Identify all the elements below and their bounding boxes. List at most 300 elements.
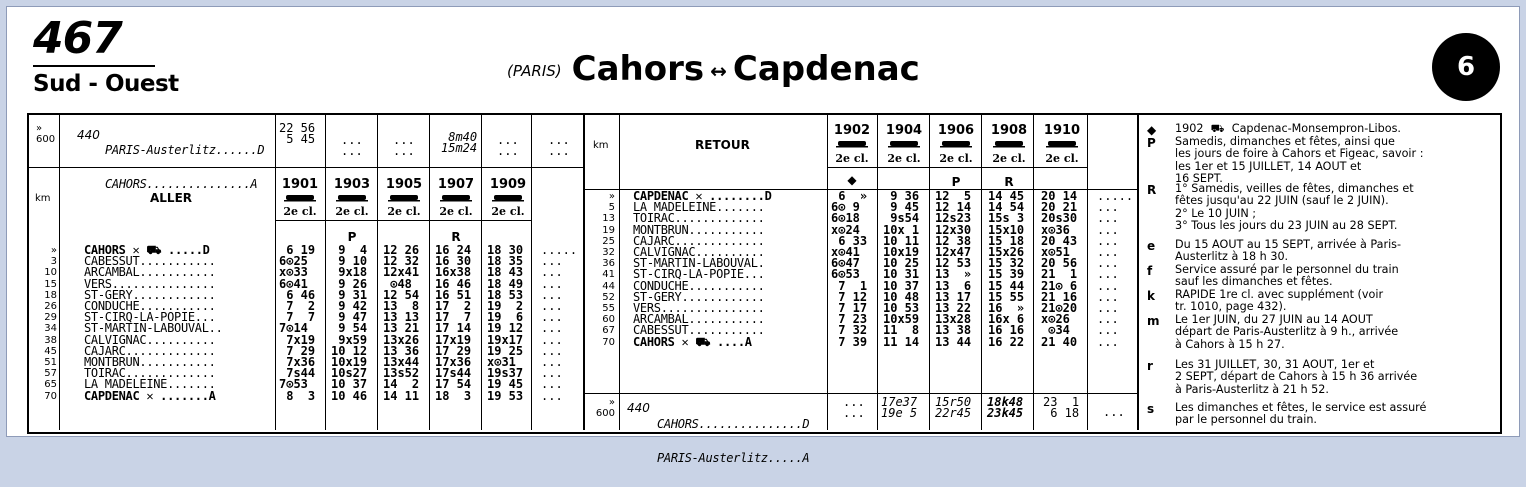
km-value: 3 [50, 256, 57, 268]
time-cell: 10 25 [883, 256, 920, 271]
time-cell: 18k48 [987, 395, 1024, 409]
station-name: ST-GERY............ [633, 289, 765, 304]
train-letter: P [951, 175, 961, 189]
time-cell: 17 54 [435, 377, 472, 392]
time-cell: ... [541, 355, 563, 370]
time-cell: ... [1097, 211, 1119, 226]
time-cell: ... [541, 332, 563, 347]
railcar-icon [836, 140, 868, 149]
footnote-key: r [1147, 359, 1153, 373]
time-cell: 11 8 [883, 323, 920, 338]
time-cell: 9x59 [331, 332, 368, 347]
footnote-key: ◆ [1147, 123, 1157, 137]
time-cell: 7 29 [279, 343, 316, 358]
station-name: CONDUCHE........... [84, 299, 216, 314]
time-cell: ... [541, 265, 563, 280]
timetable-page [6, 6, 1520, 466]
time-cell: x⊙51 [1041, 245, 1070, 260]
station-name: TOIRAC............. [84, 366, 216, 381]
class-label: 2e cl. [939, 152, 973, 165]
time-cell: 15s 3 [988, 211, 1025, 226]
km-value: 57 [44, 368, 57, 380]
time-cell: 6 19 [279, 243, 316, 257]
km-value: 44 [602, 280, 615, 292]
time-cell: 10 31 [883, 267, 920, 282]
time-cell: 7x19 [279, 332, 316, 347]
km-value: 52 [602, 291, 615, 303]
km-value: 29 [44, 312, 57, 324]
time-cell: 7⊙53 [279, 377, 308, 392]
class-label: 2e cl. [335, 205, 369, 218]
km-header: km [593, 140, 609, 151]
time-cell: x⊙26 [1041, 312, 1070, 327]
station-name: ARCAMBAL........... [84, 265, 216, 280]
time-cell: 15r50 [935, 395, 972, 409]
time-cell: 19 53 [487, 388, 524, 403]
footnote-text: 1902 ⛟ Capdenac-Monsempron-Libos. [1175, 122, 1401, 135]
time-cell: ... [1097, 289, 1119, 304]
time-cell: ⊙48 [383, 276, 412, 291]
time-cell: 10 37 [883, 278, 920, 293]
train-number: 1906 [937, 123, 975, 138]
station-name: PARIS-Austerlitz......D [105, 143, 265, 158]
time-cell: 16 22 [988, 334, 1025, 349]
header-rule [33, 65, 155, 67]
time-cell: ... [843, 406, 865, 421]
station-name: TOIRAC............. [633, 211, 765, 226]
ref-table: 440 [627, 401, 650, 415]
railcar-icon [888, 140, 920, 149]
station-name: CAPDENAC ✕ ........D [633, 189, 772, 203]
time-cell: 13 » [935, 267, 972, 282]
time-cell: 9 54 [331, 321, 368, 336]
km-value: 13 [602, 213, 615, 225]
time-cell: 13 22 [935, 301, 972, 316]
time-cell: 10 12 [331, 343, 368, 358]
time-cell: ... [548, 144, 570, 159]
time-cell: 6⊙ 9 [831, 200, 860, 215]
station-name: CABESSUT........... [633, 323, 765, 338]
time-cell: 14 11 [383, 388, 420, 403]
class-label: 2e cl. [992, 152, 1026, 165]
time-cell: ... [1097, 323, 1119, 338]
time-cell: 16 51 [435, 287, 472, 302]
km-value: 60 [602, 314, 615, 326]
time-cell: ... [341, 144, 363, 159]
time-cell: 17 2 [435, 299, 472, 314]
time-cell: 19 2 [487, 299, 524, 314]
time-cell: ... [1097, 222, 1119, 237]
time-cell: 9 42 [331, 299, 368, 314]
time-cell: 18 3 [435, 388, 472, 403]
time-cell: 19s37 [487, 366, 524, 381]
time-cell: 20s30 [1041, 211, 1078, 226]
time-cell: 12 14 [935, 200, 972, 215]
time-cell: 9s54 [883, 211, 920, 226]
time-cell: 13x44 [383, 355, 420, 370]
km-value: 55 [602, 303, 615, 315]
class-label: 2e cl. [491, 205, 525, 218]
footnote-text: RAPIDE 1re cl. avec supplément (voir tr. 1010, page 432). [1175, 288, 1384, 314]
time-cell: ... [1097, 278, 1119, 293]
train-number: 1907 [437, 177, 475, 192]
km-value: 65 [44, 379, 57, 391]
time-cell: ... [393, 133, 415, 147]
railcar-icon [492, 194, 524, 203]
time-cell: 8m40 [441, 130, 478, 144]
time-cell: 12 38 [935, 233, 972, 248]
time-cell: 13x26 [383, 332, 420, 347]
time-cell: 9 4 [331, 243, 368, 257]
time-cell: ... [1103, 405, 1125, 419]
time-cell: ... [843, 395, 865, 409]
time-cell: ... [541, 343, 563, 358]
station-name: ST-CIRQ-LA-POPIE... [84, 310, 216, 325]
km-value: 600 [36, 134, 56, 145]
time-cell: 12 26 [383, 243, 420, 257]
time-cell: 6 » [831, 189, 868, 203]
station-name: CAJARC............. [633, 233, 765, 248]
title-to: Capdenac [732, 49, 920, 89]
train-number: 1902 [833, 123, 871, 138]
train-number: 1904 [885, 123, 923, 138]
time-cell: 19 45 [487, 377, 524, 392]
time-cell: 6⊙18 [831, 211, 860, 226]
km-value: 45 [44, 345, 57, 357]
time-cell: ... [541, 377, 563, 392]
time-cell: ... [548, 133, 570, 147]
time-cell: 18 49 [487, 276, 524, 291]
km-value: » [50, 245, 57, 256]
time-cell: ... [541, 287, 563, 302]
time-cell: 10x59 [883, 312, 920, 327]
station-name: CAHORS...............D [657, 417, 810, 432]
time-cell: 6⊙41 [279, 276, 308, 291]
time-cell: 6⊙53 [831, 267, 860, 282]
time-cell: 13 8 [383, 299, 420, 314]
km-value: 41 [602, 269, 615, 281]
title-prefix: (PARIS) [507, 61, 562, 80]
time-cell: 9x18 [331, 265, 368, 280]
time-cell: 7 39 [831, 334, 868, 349]
footnote-key: P [1147, 136, 1156, 150]
time-cell: 7 17 [831, 301, 868, 316]
time-cell: 10x19 [331, 355, 368, 370]
station-name: CABESSUT........... [84, 254, 216, 269]
time-cell: 12x47 [935, 245, 972, 260]
time-cell: 12 32 [383, 254, 420, 269]
time-cell: x⊙41 [831, 245, 860, 260]
footnote-key: s [1147, 402, 1155, 416]
km-header: km [35, 193, 51, 204]
time-cell: 16x38 [435, 265, 472, 280]
station-name: PARIS-Austerlitz.....A [657, 451, 810, 466]
footnote-text: Le 1er JUIN, du 27 JUIN au 14 AOUT départ de Paris-Austerlitz à 9 h., arrivée à Cahors à 15 h 27. [1175, 313, 1399, 351]
time-cell: 20 14 [1041, 189, 1078, 203]
km-value: 26 [44, 301, 57, 313]
time-cell: ... [541, 254, 563, 269]
train-number: 1901 [281, 177, 319, 192]
time-cell: 10 37 [331, 377, 368, 392]
time-cell: 7⊙14 [279, 321, 308, 336]
time-cell: 13 6 [935, 278, 972, 293]
station-name: CAHORS ✕ ⛟ ....A [633, 334, 752, 349]
time-cell: 14 2 [383, 377, 420, 392]
km-value: 36 [602, 258, 615, 270]
time-cell: 6⊙25 [279, 254, 308, 269]
time-cell: 15m24 [441, 141, 478, 156]
time-cell: 7 2 [279, 299, 316, 314]
time-cell: 9 45 [883, 200, 920, 215]
time-cell: 17e37 [881, 395, 918, 409]
time-cell: x⊙33 [279, 265, 308, 280]
km-value: 5 [608, 202, 615, 214]
km-value: 67 [602, 325, 615, 337]
time-cell: x⊙24 [831, 222, 860, 237]
km-value: 10 [44, 267, 57, 279]
station-name: CAHORS ✕ ⛟ .....D [84, 243, 210, 257]
train-letter: R [1004, 175, 1014, 189]
time-cell: ..... [541, 243, 578, 257]
section-badge: 6 [1432, 33, 1500, 101]
time-cell: 21 1 [1041, 267, 1078, 282]
station-name: MONTBRUN........... [633, 222, 765, 237]
station-name: CAJARC............. [84, 343, 216, 358]
ref-table: 440 [77, 128, 100, 142]
time-cell: 21⊙ 6 [1041, 278, 1078, 293]
time-cell: ... [1097, 334, 1119, 349]
km-value: 18 [44, 289, 57, 301]
km-value: 70 [44, 390, 57, 402]
footnote-key: e [1147, 239, 1156, 253]
time-cell: 19x17 [487, 332, 524, 347]
title-from: Cahors [571, 49, 705, 89]
time-cell: 15 32 [988, 256, 1025, 271]
time-cell: 15 39 [988, 267, 1025, 282]
class-label: 2e cl. [835, 152, 869, 165]
time-cell: 23k45 [987, 406, 1024, 421]
station-name: CAPDENAC ✕ .......A [84, 388, 216, 403]
time-cell: 18 43 [487, 265, 524, 280]
time-cell: 18 53 [487, 287, 524, 302]
railcar-icon [388, 194, 420, 203]
time-cell: 13 17 [935, 289, 972, 304]
station-name: ST-CIRQ-LA-POPIE... [633, 267, 765, 282]
time-cell: 21 40 [1041, 334, 1078, 349]
time-cell: 20 56 [1041, 256, 1078, 271]
time-cell: 10s27 [331, 366, 368, 381]
km-value: » [36, 123, 43, 134]
time-cell: 13 13 [383, 310, 420, 325]
station-name: ST-GERY............ [84, 287, 216, 302]
station-name: LA MADELEINE....... [84, 377, 216, 392]
station-name: ARCAMBAL........... [633, 312, 765, 327]
footnote-text: Du 15 AOUT au 15 SEPT, arrivée à Paris- Austerlitz à 18 h 30. [1175, 238, 1402, 264]
time-cell: 17 29 [435, 343, 472, 358]
time-cell: 17x19 [435, 332, 472, 347]
railcar-icon [940, 140, 972, 149]
time-cell: 9 47 [331, 310, 368, 325]
aller-heading: ALLER [150, 191, 193, 205]
railcar-icon [1046, 140, 1078, 149]
region-label: Sud - Ouest [33, 71, 179, 97]
km-value: 70 [602, 336, 615, 348]
time-cell: 22r45 [935, 406, 972, 421]
class-label: 2e cl. [887, 152, 921, 165]
time-cell: 13x28 [935, 312, 972, 327]
time-cell: 6⊙47 [831, 256, 860, 271]
footnote-key: m [1147, 314, 1160, 328]
time-cell: 13 38 [935, 323, 972, 338]
footnote-text: Service assuré par le personnel du train sauf les dimanches et fêtes. [1175, 263, 1399, 289]
time-cell: 16 30 [435, 254, 472, 269]
time-cell: 16 16 [988, 323, 1025, 338]
time-cell: ... [1097, 256, 1119, 271]
footnote-text: Les dimanches et fêtes, le service est assuré par le personnel du train. [1175, 401, 1427, 427]
time-cell: ... [1097, 267, 1119, 282]
time-cell: 9 26 [331, 276, 368, 291]
time-cell: 23 1 [1043, 395, 1080, 409]
time-cell: 20 21 [1041, 200, 1078, 215]
time-cell: 13 36 [383, 343, 420, 358]
km-value: 32 [602, 247, 615, 259]
time-cell: 19 12 [487, 321, 524, 336]
time-cell: 12s23 [935, 211, 972, 226]
time-cell: ... [1097, 301, 1119, 316]
time-cell: 14 54 [988, 200, 1025, 215]
time-cell: 18 30 [487, 243, 524, 257]
time-cell: 10 11 [883, 233, 920, 248]
time-cell: x⊙36 [1041, 222, 1070, 237]
time-cell: 7 12 [831, 289, 868, 304]
footnote-text: 1° Samedis, veilles de fêtes, dimanches et fêtes jusqu'au 22 JUIN (sauf le 2 JUIN). 2° Le 10 JUIN ; 3° Tous les jours du 23 JUIN au 28 SEPT. [1175, 182, 1414, 232]
time-cell: 19 25 [487, 343, 524, 358]
page-title [507, 49, 920, 91]
time-cell: 16x 6 [988, 312, 1025, 327]
km-value: 34 [44, 323, 57, 335]
time-cell: ... [541, 366, 563, 381]
station-name: CALVIGNAC.......... [84, 332, 216, 347]
time-cell: 15x10 [988, 222, 1025, 237]
time-cell: ⊙34 [1041, 323, 1070, 338]
footnote-key: f [1147, 264, 1153, 278]
km-value: » [608, 191, 615, 202]
station-name: LA MADELEINE....... [633, 200, 765, 215]
time-cell: 15 18 [988, 233, 1025, 248]
train-number: 1910 [1043, 123, 1081, 138]
time-cell: x⊙31 [487, 355, 516, 370]
time-cell: 7 23 [831, 312, 868, 327]
time-cell: 17 7 [435, 310, 472, 325]
time-cell: 6 46 [279, 287, 316, 302]
time-cell: 13 44 [935, 334, 972, 349]
class-label: 2e cl. [1045, 152, 1079, 165]
train-letter: P [347, 230, 357, 244]
km-value: 51 [44, 357, 57, 369]
railcar-icon [336, 194, 368, 203]
time-cell: ... [1097, 312, 1119, 327]
class-label: 2e cl. [283, 205, 317, 218]
time-cell: 21⊙20 [1041, 301, 1078, 316]
class-label: 2e cl. [387, 205, 421, 218]
time-cell: ... [541, 388, 563, 403]
time-cell: 5 45 [279, 132, 316, 147]
bidirectional-arrow-icon: ↔ [710, 58, 727, 83]
time-cell: 16 24 [435, 243, 472, 257]
time-cell: 17x36 [435, 355, 472, 370]
time-cell: 21 16 [1041, 289, 1078, 304]
time-cell: 12 5 [935, 189, 972, 203]
footnote-text: Les 31 JUILLET, 30, 31 AOUT, 1er et 2 SEPT, départ de Cahors à 15 h 36 arrivée à Paris-Austerlitz à 21 h 52. [1175, 358, 1418, 396]
train-number: 1903 [333, 177, 371, 192]
time-cell: 7 7 [279, 310, 316, 325]
train-number: 1905 [385, 177, 423, 192]
time-cell: 7x36 [279, 355, 316, 370]
km-value: 38 [44, 334, 57, 346]
time-cell: 7 32 [831, 323, 868, 338]
time-cell: ... [541, 310, 563, 325]
time-cell: 13s52 [383, 366, 420, 381]
time-cell: ... [393, 144, 415, 159]
time-cell: 6 18 [1043, 406, 1080, 421]
time-cell: ... [497, 144, 519, 159]
time-cell: 10 46 [331, 388, 368, 403]
time-cell: 15 55 [988, 289, 1025, 304]
time-cell: 10 53 [883, 301, 920, 316]
km-value: 25 [602, 235, 615, 247]
time-cell: 17 14 [435, 321, 472, 336]
train-letter: R [451, 230, 461, 244]
train-number: 1908 [990, 123, 1028, 138]
time-cell: ... [1097, 245, 1119, 260]
time-cell: 20 43 [1041, 233, 1078, 248]
time-cell: 8 3 [279, 388, 316, 403]
diamond-icon: ◆ [847, 173, 857, 187]
time-cell: 12 53 [935, 256, 972, 271]
footnote-key: R [1147, 183, 1157, 197]
footnote-key: k [1147, 289, 1155, 303]
railcar-icon [440, 194, 472, 203]
time-cell: 9 31 [331, 287, 368, 302]
time-cell: 17s44 [435, 366, 472, 381]
time-cell: 9 36 [883, 189, 920, 203]
time-cell: 10x19 [883, 245, 920, 260]
train-number: 1909 [489, 177, 527, 192]
time-cell: 12x30 [935, 222, 972, 237]
time-cell: 18 35 [487, 254, 524, 269]
time-cell: 19e 5 [881, 406, 918, 421]
time-cell: 6 33 [831, 233, 868, 248]
time-cell: ... [541, 321, 563, 336]
station-name: CONDUCHE........... [633, 278, 765, 293]
station-name: CALVIGNAC.......... [633, 245, 765, 260]
station-name: VERS............... [84, 276, 216, 291]
time-cell: 16 » [988, 301, 1025, 316]
time-cell: 15 44 [988, 278, 1025, 293]
time-cell: ... [1097, 233, 1119, 248]
station-name: CAHORS...............A [105, 177, 258, 192]
time-cell: 10 48 [883, 289, 920, 304]
class-label: 2e cl. [439, 205, 473, 218]
time-cell: 12 54 [383, 287, 420, 302]
time-cell: 12x41 [383, 265, 420, 280]
time-cell: 11 14 [883, 334, 920, 349]
station-name: MONTBRUN........... [84, 355, 216, 370]
railcar-icon [993, 140, 1025, 149]
railcar-icon [284, 194, 316, 203]
time-cell: 14 45 [988, 189, 1025, 203]
station-name: ST-MARTIN-LABOUVAL. [633, 256, 765, 271]
